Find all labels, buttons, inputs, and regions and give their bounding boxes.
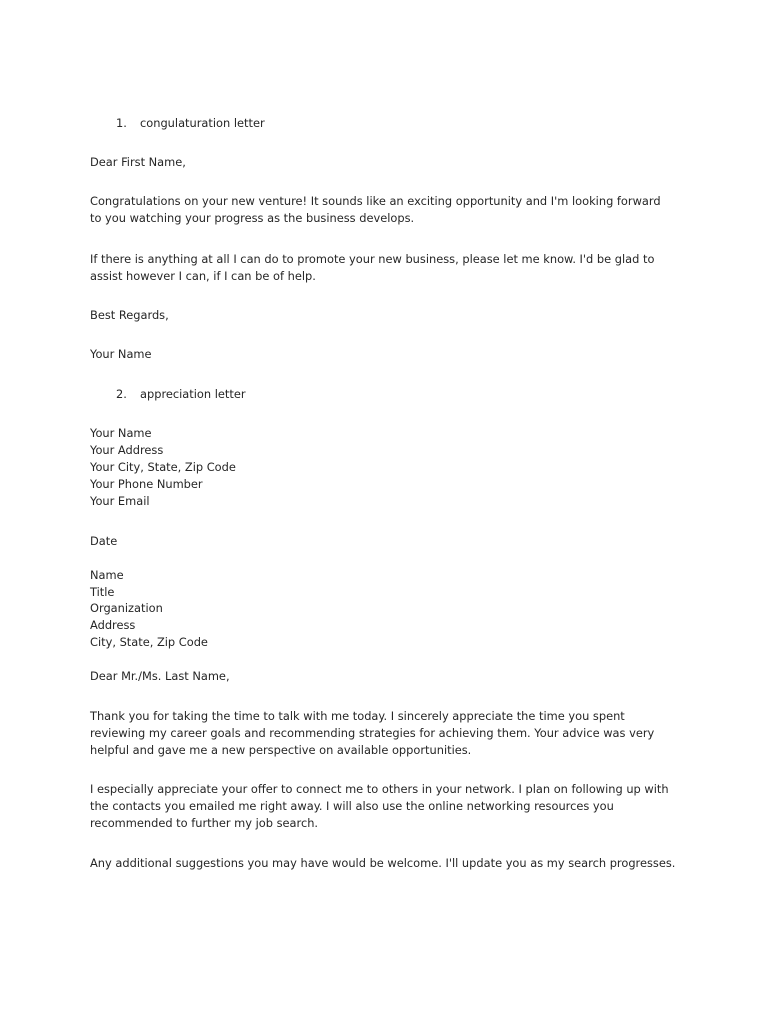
sender-line: Your Name [90, 426, 152, 440]
sender-line: Your City, State, Zip Code [90, 460, 236, 474]
section-heading: congulaturation letter [140, 116, 265, 130]
closing: Best Regards, [90, 308, 169, 322]
list-number: 2. [116, 387, 127, 401]
paragraph-line: I especially appreciate your offer to connect me to others in your network. I plan on following up with [90, 782, 669, 796]
recipient-line: Organization [90, 601, 163, 615]
signature: Your Name [90, 347, 152, 361]
paragraph-line: Thank you for taking the time to talk with me today. I sincerely appreciate the time you spent [90, 709, 625, 723]
paragraph-line: helpful and gave me a new perspective on available opportunities. [90, 743, 472, 757]
list-number: 1. [116, 116, 127, 130]
section-heading: appreciation letter [140, 387, 246, 401]
recipient-line: Address [90, 618, 136, 632]
list-item-congratulation-letter [116, 115, 265, 132]
recipient-line: Title [90, 585, 115, 599]
sender-line: Your Phone Number [90, 477, 203, 491]
recipient-line: Name [90, 568, 124, 582]
paragraph-line: to you watching your progress as the business develops. [90, 211, 415, 225]
list-item-appreciation-letter [116, 386, 246, 403]
paragraph-line: If there is anything at all I can do to promote your new business, please let me know. I'd be glad to [90, 252, 655, 266]
salutation: Dear Mr./Ms. Last Name, [90, 669, 230, 683]
paragraph-line: the contacts you emailed me right away. I will also use the online networking resources you [90, 799, 614, 813]
sender-line: Your Address [90, 443, 164, 457]
sender-line: Your Email [90, 494, 150, 508]
paragraph-line: Any additional suggestions you may have would be welcome. I'll update you as my search progresses. [90, 856, 676, 870]
paragraph-line: Congratulations on your new venture! It sounds like an exciting opportunity and I'm looking forward [90, 194, 661, 208]
recipient-line: City, State, Zip Code [90, 635, 208, 649]
date-line: Date [90, 534, 118, 548]
salutation: Dear First Name, [90, 155, 186, 169]
paragraph-line: recommended to further my job search. [90, 816, 319, 830]
paragraph-line: assist however I can, if I can be of help. [90, 269, 316, 283]
paragraph-line: reviewing my career goals and recommending strategies for achieving them. Your advice was very [90, 726, 655, 740]
